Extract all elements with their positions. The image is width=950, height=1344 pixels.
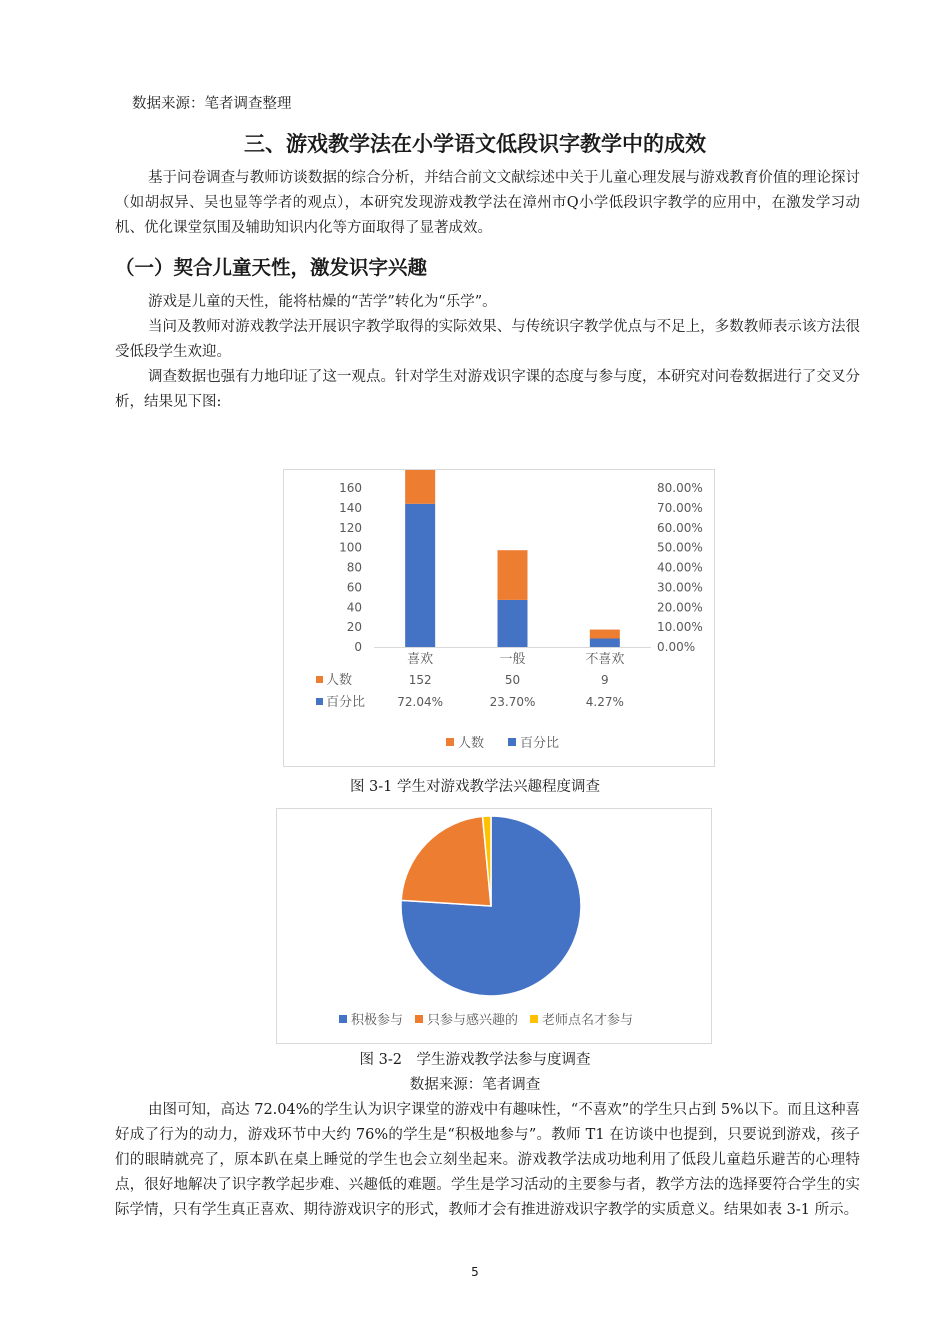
y-left-tick-label: 100 (339, 540, 362, 555)
legend-key (339, 1015, 347, 1023)
y-right-tick-label: 20.00% (657, 600, 703, 615)
legend-label: 只参与感兴趣的 (427, 1013, 519, 1028)
pie-slice (401, 816, 491, 906)
y-left-tick-label: 80 (346, 560, 362, 575)
paragraph-3: 调查数据也强有力地印证了这一观点。针对学生对游戏识字课的态度与参与度，本研究对问卷数据进行了交叉分析，结果见下图: (115, 369, 860, 410)
y-left-tick-label: 40 (346, 600, 362, 615)
table-cell: 23.70% (489, 695, 536, 709)
x-category-label: 喜欢 (407, 652, 434, 667)
table-cell: 72.04% (397, 695, 444, 709)
bar-percent (498, 600, 528, 647)
subsection-title: （一）契合儿童天性，激发识字兴趣 (115, 256, 428, 279)
legend-label: 老师点名才参与 (542, 1013, 634, 1028)
legend-key (508, 738, 516, 746)
table-cell: 50 (504, 673, 521, 687)
table-cell: 152 (408, 673, 432, 687)
y-left-tick-label: 0 (354, 640, 362, 654)
legend-key (446, 738, 454, 746)
y-right-tick-label: 50.00% (657, 540, 703, 555)
y-right-tick-label: 0.00% (657, 640, 696, 654)
legend-key (530, 1015, 538, 1023)
table-cell: 4.27% (585, 695, 624, 709)
bar-percent (590, 639, 620, 647)
section-title: 三、游戏教学法在小学语文低段识字教学中的成效 (244, 132, 706, 156)
paragraph-4: 由图可知，高达 72.04%的学生认为识字课堂的游戏中有趣味性，“不喜欢”的学生只占到 5%以下。而且这种喜好成了行为的动力，游戏环节中大约 76%的学生是“积极地参与”。教师 T1 在访谈中也提到，只要说到游戏，孩子们的眼睛就亮了，原本趴在桌上睡觉的学生也会立刻坐起来。游戏教学法成功地利用了低段儿童趋乐避苦的心理特点，很好地解决了识字教学起步难、兴趣低的难题。学生是学习活动的主要参与者，教学方法的选择要符合学生的实际学情，只有学生真正喜欢、期待游戏识字的形式，教师才会有推进游戏识字教学的实质意义。结果如表 3-1 所示。 (115, 1102, 860, 1218)
y-left-tick-label: 160 (339, 481, 362, 495)
table-legend-key (316, 698, 323, 705)
legend-label: 人数 (458, 736, 485, 751)
table-cell: 9 (601, 673, 609, 687)
intro-paragraph: 基于问卷调查与教师访谈数据的综合分析，并结合前文文献综述中关于儿童心理发展与游戏教育价值的理论探讨（如胡叔异、吴也显等学者的观点），本研究发现游戏教学法在漳州市Q小学低段识字教学的应用中，在激发学习动机、优化课堂氛围及辅助知识内化等方面取得了显著成效。 (115, 170, 860, 236)
bar-chart-frame (283, 469, 715, 767)
y-left-tick-label: 60 (346, 580, 362, 595)
table-series-label: 百分比 (326, 695, 366, 710)
y-right-tick-label: 70.00% (657, 500, 703, 515)
y-right-tick-label: 40.00% (657, 560, 703, 575)
legend-label: 积极参与 (351, 1013, 404, 1028)
paragraph-1: 游戏是儿童的天性，能将枯燥的“苦学”转化为“乐学”。 (148, 294, 497, 310)
paragraph-2: 当问及教师对游戏教学法开展识字教学取得的实际效果、与传统识字教学优点与不足上，多数教师表示该方法很受低段学生欢迎。 (115, 319, 860, 360)
data-source-bottom: 数据来源：笔者调查 (409, 1077, 541, 1093)
y-right-tick-label: 80.00% (657, 481, 703, 495)
y-right-tick-label: 10.00% (657, 620, 703, 635)
table-series-label: 人数 (326, 673, 353, 688)
y-right-tick-label: 30.00% (657, 580, 703, 595)
bar-count (405, 470, 435, 504)
figure-2-caption: 图 3-2 学生游戏教学法参与度调查 (359, 1052, 591, 1068)
legend-key (415, 1015, 423, 1023)
bar-count (590, 630, 620, 639)
pie-chart (277, 809, 711, 1043)
data-source-top: 数据来源：笔者调查整理 (132, 96, 292, 112)
bar-percent (405, 504, 435, 647)
page-number: 5 (471, 1265, 479, 1279)
y-left-tick-label: 140 (339, 500, 362, 515)
y-left-tick-label: 120 (339, 520, 362, 535)
pie-chart-frame (276, 808, 712, 1044)
y-right-tick-label: 60.00% (657, 520, 703, 535)
y-left-tick-label: 20 (346, 620, 362, 635)
x-category-label: 不喜欢 (585, 652, 625, 667)
legend-label: 百分比 (520, 736, 560, 751)
figure-1-caption: 图 3-1 学生对游戏教学法兴趣程度调查 (349, 779, 601, 795)
table-legend-key (316, 676, 323, 683)
bar-chart (284, 470, 714, 766)
bar-count (498, 550, 528, 600)
x-category-label: 一般 (499, 652, 526, 667)
